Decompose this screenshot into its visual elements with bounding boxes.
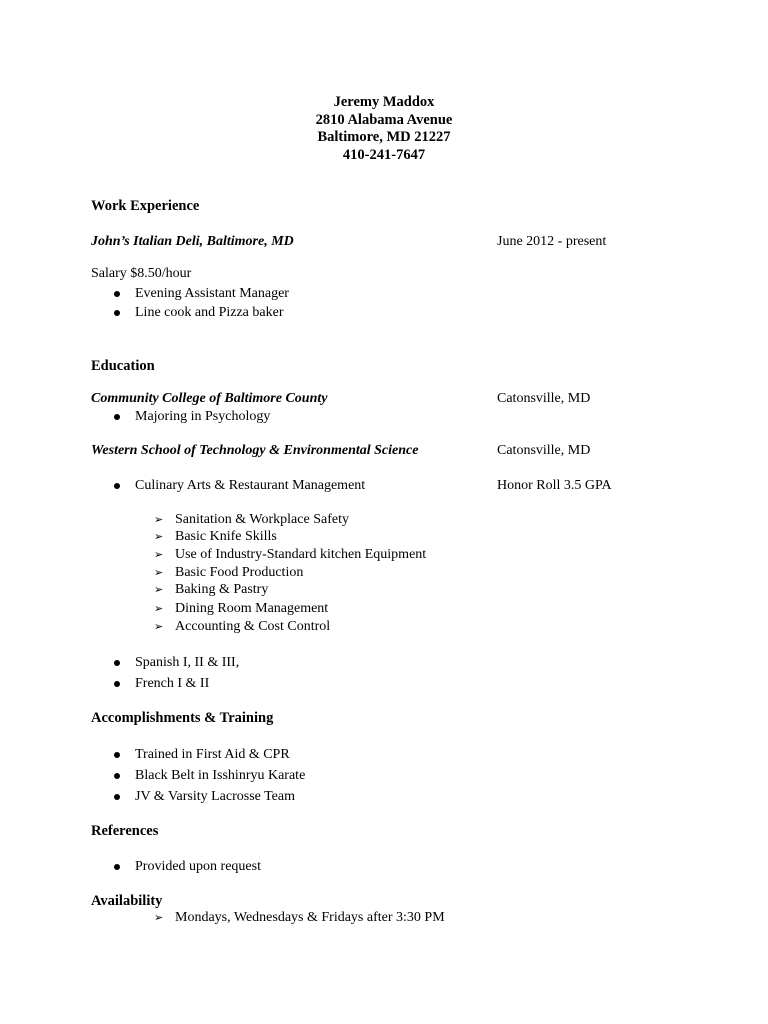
school-location: Catonsville, MD <box>497 443 591 458</box>
contact-city: Baltimore, MD 21227 <box>317 129 451 145</box>
bullet-icon <box>114 310 120 316</box>
program-name: Culinary Arts & Restaurant Management <box>135 478 366 493</box>
reference-item: Provided upon request <box>135 859 261 874</box>
arrow-bullet-icon: ➢ <box>154 530 164 543</box>
coursework-item: Accounting & Cost Control <box>175 619 331 634</box>
coursework-item: Dining Room Management <box>175 601 329 616</box>
duty-item: Line cook and Pizza baker <box>135 305 284 320</box>
bullet-icon <box>114 752 120 758</box>
arrow-bullet-icon: ➢ <box>154 583 164 596</box>
accomplishment-item: JV & Varsity Lacrosse Team <box>135 789 295 804</box>
availability-heading: Availability <box>91 893 163 909</box>
bullet-icon <box>114 681 120 687</box>
references-heading: References <box>91 823 159 839</box>
arrow-bullet-icon: ➢ <box>154 513 164 526</box>
bullet-icon <box>114 864 120 870</box>
bullet-icon <box>114 773 120 779</box>
employer-name: John’s Italian Deli, Baltimore, MD <box>91 234 294 249</box>
arrow-bullet-icon: ➢ <box>154 911 164 924</box>
bullet-icon <box>114 660 120 666</box>
school-name: Community College of Baltimore County <box>91 391 328 406</box>
school-location: Catonsville, MD <box>497 391 591 406</box>
duty-item: Evening Assistant Manager <box>135 286 289 301</box>
coursework-item: Basic Knife Skills <box>175 529 277 544</box>
employment-dates: June 2012 - present <box>497 234 607 249</box>
language-item: French I & II <box>135 676 210 691</box>
arrow-bullet-icon: ➢ <box>154 602 164 615</box>
salary-text: Salary $8.50/hour <box>91 266 192 281</box>
accomplishments-heading: Accomplishments & Training <box>91 710 274 726</box>
coursework-item: Basic Food Production <box>175 565 304 580</box>
coursework-item: Sanitation & Workplace Safety <box>175 512 349 527</box>
coursework-item: Use of Industry-Standard kitchen Equipment <box>175 547 427 562</box>
availability-item: Mondays, Wednesdays & Fridays after 3:30 PM <box>175 910 445 925</box>
contact-phone: 410-241-7647 <box>342 147 426 163</box>
accomplishment-item: Trained in First Aid & CPR <box>135 747 290 762</box>
work-experience-heading: Work Experience <box>91 198 200 214</box>
contact-name: Jeremy Maddox <box>333 94 435 110</box>
bullet-icon <box>114 414 120 420</box>
contact-street: 2810 Alabama Avenue <box>315 112 453 128</box>
language-item: Spanish I, II & III, <box>135 655 240 670</box>
arrow-bullet-icon: ➢ <box>154 548 164 561</box>
arrow-bullet-icon: ➢ <box>154 620 164 633</box>
bullet-icon <box>114 483 120 489</box>
bullet-icon <box>114 291 120 297</box>
bullet-icon <box>114 794 120 800</box>
coursework-item: Baking & Pastry <box>175 582 269 597</box>
education-item: Majoring in Psychology <box>135 409 271 424</box>
arrow-bullet-icon: ➢ <box>154 566 164 579</box>
accomplishment-item: Black Belt in Isshinryu Karate <box>135 768 306 783</box>
school-name: Western School of Technology & Environmental Science <box>91 443 419 458</box>
honor-roll-text: Honor Roll 3.5 GPA <box>497 478 612 493</box>
education-heading: Education <box>91 358 155 374</box>
